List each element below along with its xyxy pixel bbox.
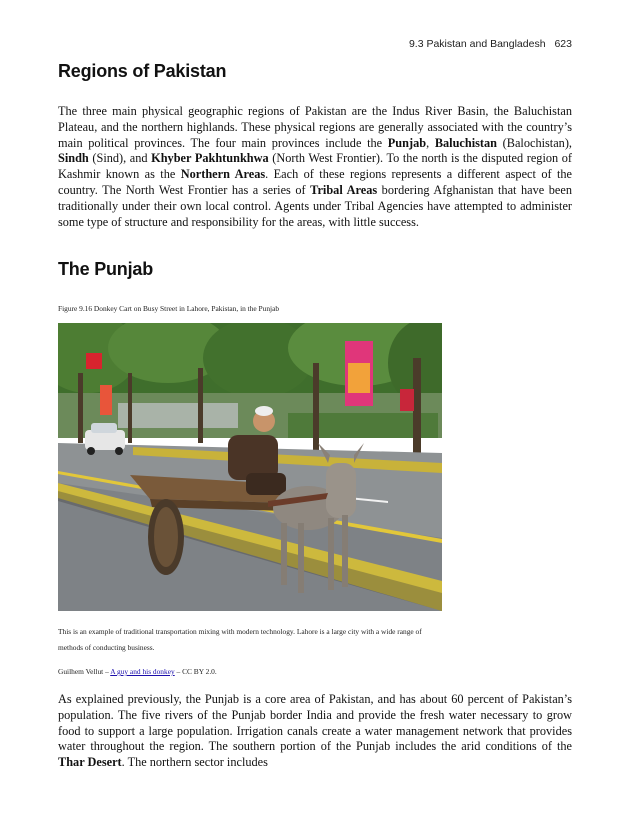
heading-regions-of-pakistan: Regions of Pakistan [58,61,227,81]
page-number: 623 [554,38,572,50]
bold-term: Tribal Areas [310,182,378,197]
bold-term: Northern Areas [180,167,266,182]
text-run: The three main physical geographic regions of Pakistan are the Indus River Basin, the Baluchistan Plateau, and the northern highlands. These physical regions are generally associated with the country’s main political provinces. The four main provinces include the [58,104,572,150]
header-section-title: 9.3 Pakistan and Bangladesh [408,38,546,50]
figure-credit [58,664,458,680]
text-run: (Balochistan), [497,135,572,150]
text-run: , [426,135,435,150]
bold-term: Thar Desert [58,755,122,770]
credit-source-link[interactable]: A guy and his donkey [110,667,175,676]
text-run: . Each of these regions represents a different aspect of the country. The North West Frontier has a series of [58,167,572,197]
text-run: (North West Frontier). To the north is the disputed region of Kashmir known as the [58,151,573,182]
heading-the-punjab: The Punjab [58,259,154,279]
bold-term: Khyber Pakhtunkhwa [151,151,269,166]
bold-term: Baluchistan [434,135,497,150]
bold-term: Punjab [387,135,427,150]
bold-term: Sindh [58,151,89,166]
text-run: As explained previously, the Punjab is a core area of Pakistan, and has about 60 percent of Pakistan’s population. The five rivers of the Punjab border India and provide the fresh water necessary to grow food to support a large population. Irrigation canals create a water management network that provides water throughout the region. The southern portion of the Punjab includes the arid conditions of the [58,692,572,754]
running-header [409,38,572,50]
punjab-paragraph [58,692,572,771]
regions-paragraph [58,104,572,230]
text-run: . The northern sector includes [121,755,268,770]
credit-author: Guilhem Vellut – [58,667,111,676]
credit-license: – CC BY 2.0. [174,667,217,676]
text-run: (Sind), and [88,151,152,166]
figure-description: This is an example of traditional transportation mixing with modern technology. Lahore is a large city with a wide range of methods of conducting business. [58,627,422,652]
donkey-cart-photo [58,323,442,611]
text-run: bordering Afghanistan that have been traditionally under their own local control. Agents under Tribal Agencies have attempted to administer some type of structure and responsibility for the areas, with little success. [58,182,572,229]
figure-caption: Figure 9.16 Donkey Cart on Busy Street in Lahore, Pakistan, in the Punjab [58,304,280,313]
